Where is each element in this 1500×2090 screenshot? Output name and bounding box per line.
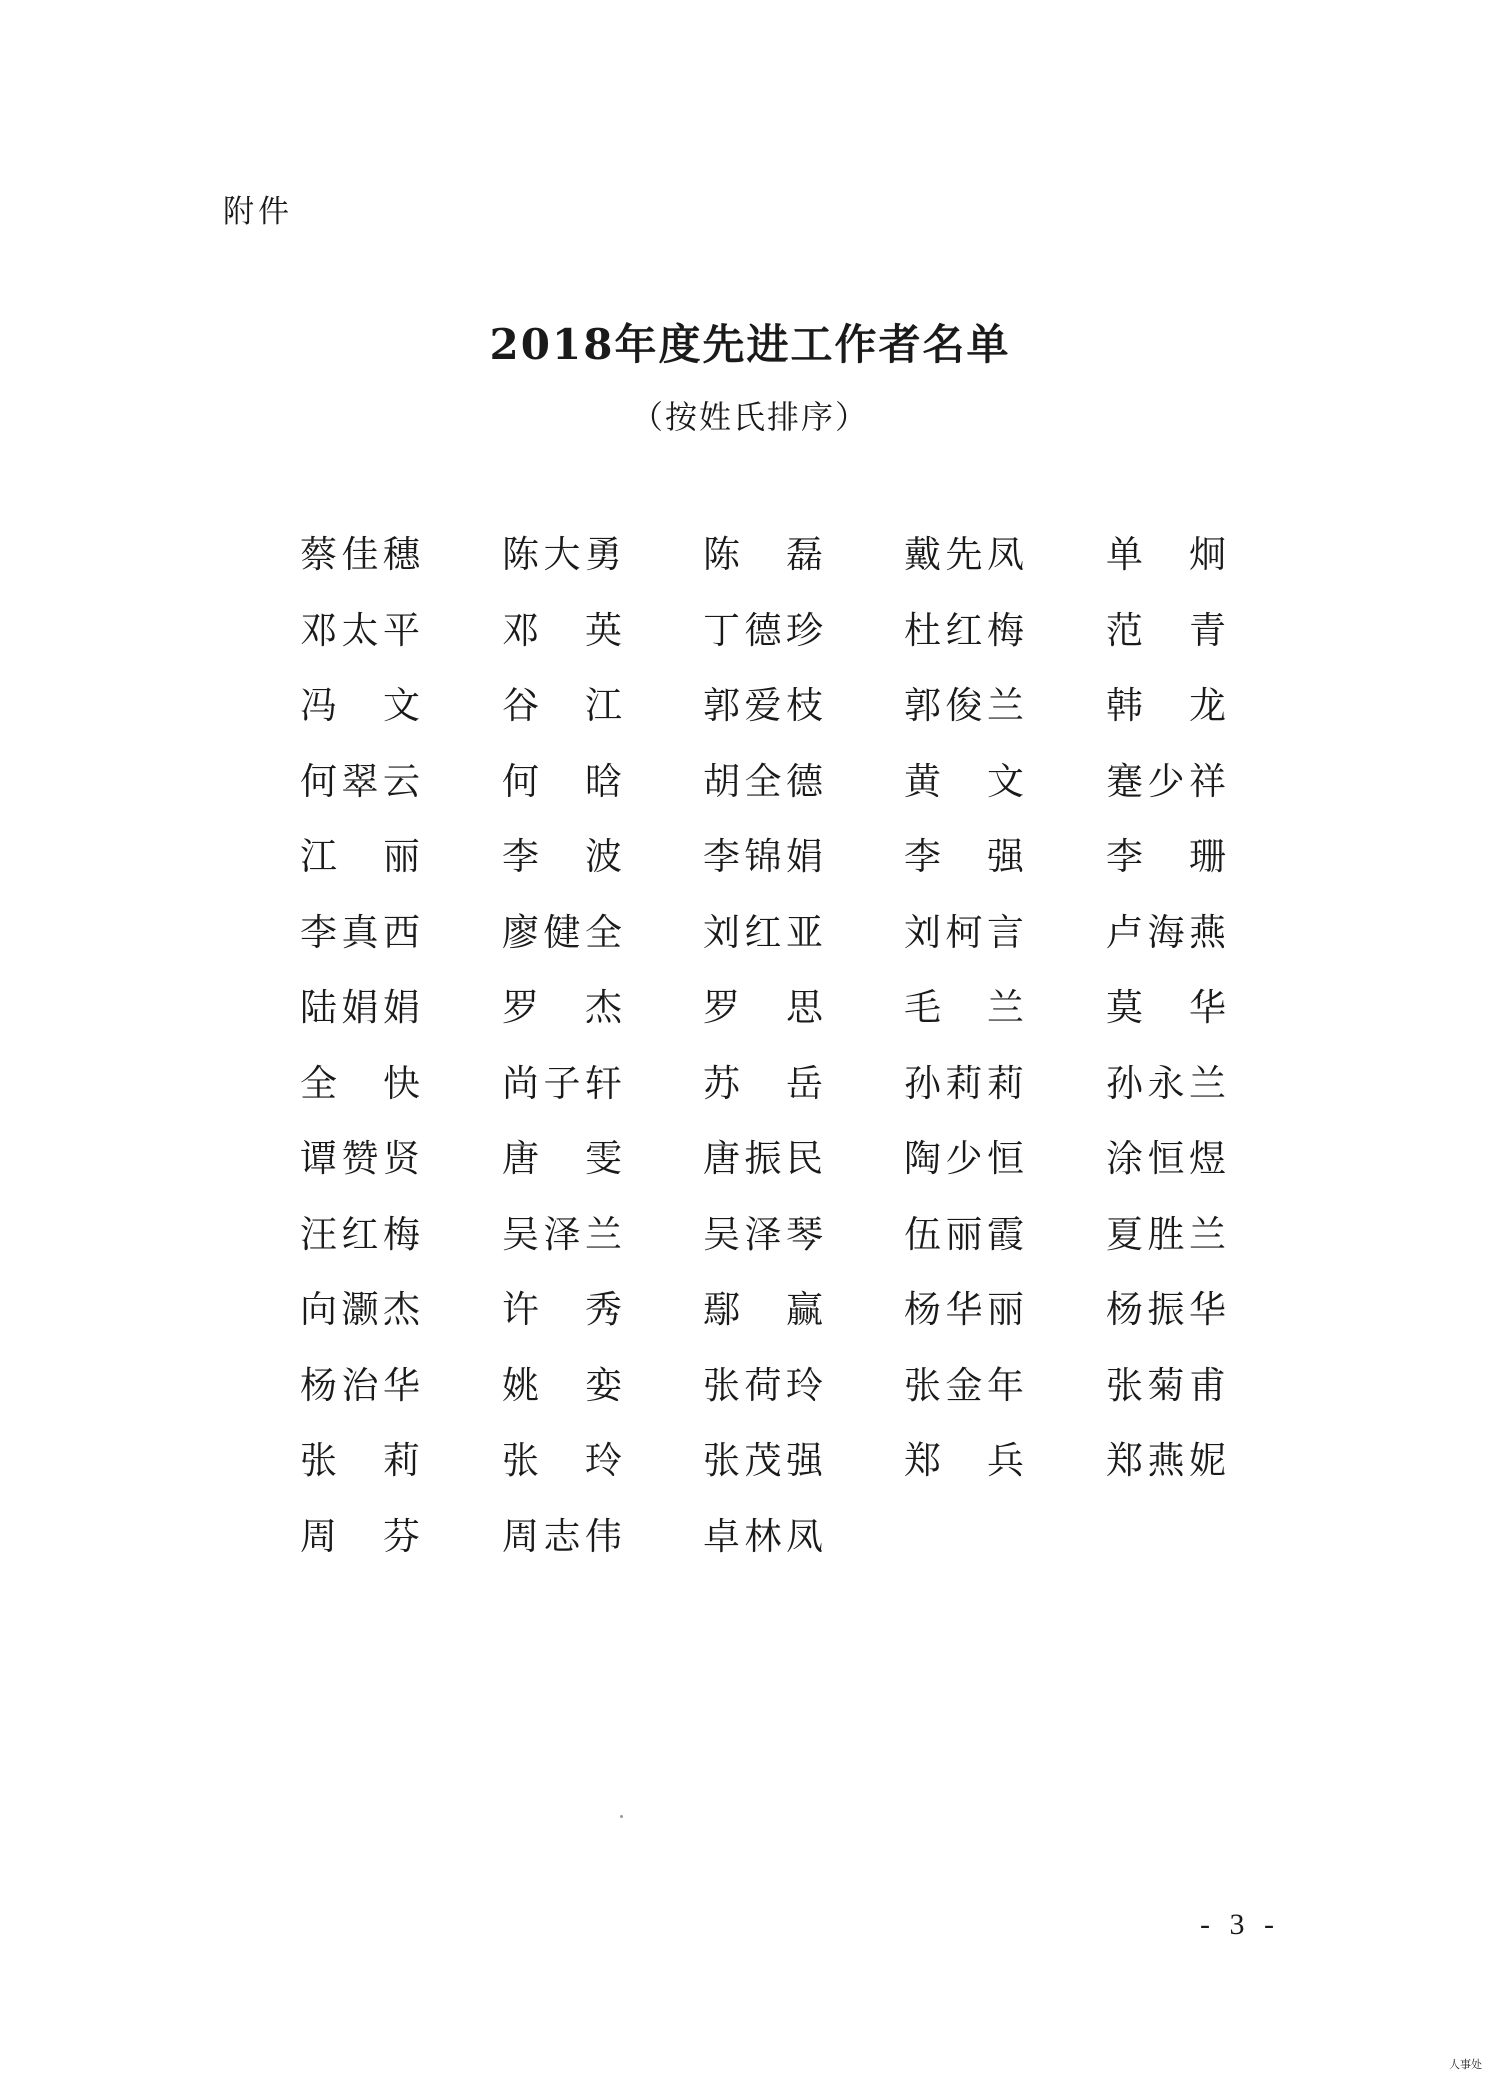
name-entry: 杨 治 华 bbox=[300, 1363, 420, 1407]
name-entry: 夏 胜 兰 bbox=[1106, 1212, 1226, 1256]
name-entry: 周 芬 bbox=[300, 1514, 420, 1558]
name-entry: 江 丽 bbox=[300, 835, 420, 878]
name-entry: 汪 红 梅 bbox=[300, 1212, 420, 1256]
name-row bbox=[300, 903, 1240, 979]
name-entry: 姚 娈 bbox=[502, 1363, 622, 1407]
name-entry: 邓 英 bbox=[502, 608, 622, 652]
name-entry: 鄢 赢 bbox=[703, 1288, 823, 1331]
name-entry: 郭 俊 兰 bbox=[904, 684, 1024, 727]
name-entry: 张 菊 甫 bbox=[1106, 1363, 1226, 1407]
name-row bbox=[300, 752, 1240, 828]
name-entry: 杨 振 华 bbox=[1106, 1288, 1226, 1331]
name-entry: 李 锦 娟 bbox=[703, 835, 823, 878]
name-row bbox=[300, 525, 1240, 601]
page-number: - 3 - bbox=[1200, 1908, 1280, 1941]
name-row bbox=[300, 1129, 1240, 1205]
name-entry: 李 真 西 bbox=[300, 910, 420, 954]
name-entry: 周 志 伟 bbox=[502, 1514, 622, 1558]
name-entry: 何 晗 bbox=[502, 759, 622, 803]
name-entry: 蔡 佳 穗 bbox=[300, 533, 420, 576]
name-entry: 韩 龙 bbox=[1106, 684, 1226, 727]
name-entry: 涂 恒 煜 bbox=[1106, 1137, 1226, 1180]
name-row bbox=[300, 1431, 1240, 1507]
name-row bbox=[300, 1054, 1240, 1130]
name-entry: 杨 华 丽 bbox=[904, 1288, 1024, 1331]
name-entry: 唐 雯 bbox=[502, 1137, 622, 1180]
name-entry: 陈 磊 bbox=[703, 533, 823, 576]
name-entry: 吴 泽 琴 bbox=[703, 1212, 823, 1256]
name-entry: 胡 全 德 bbox=[703, 759, 823, 803]
name-row bbox=[300, 1507, 1240, 1583]
name-row bbox=[300, 1280, 1240, 1356]
name-entry: 苏 岳 bbox=[703, 1061, 823, 1105]
name-entry: 张 金 年 bbox=[904, 1363, 1024, 1407]
name-entry: 毛 兰 bbox=[904, 986, 1024, 1029]
name-entry: 孙 莉 莉 bbox=[904, 1061, 1024, 1105]
name-entry: 郭 爱 枝 bbox=[703, 684, 823, 727]
page-subtitle: （按姓氏排序） bbox=[630, 398, 869, 436]
name-entry: 伍 丽 霞 bbox=[904, 1212, 1024, 1256]
name-entry: 全 快 bbox=[300, 1061, 420, 1105]
name-row bbox=[300, 601, 1240, 677]
name-entry: 卢 海 燕 bbox=[1106, 910, 1226, 954]
name-entry: 唐 振 民 bbox=[703, 1137, 823, 1180]
name-row bbox=[300, 1356, 1240, 1432]
name-entry: 张 玲 bbox=[502, 1439, 622, 1482]
name-row bbox=[300, 827, 1240, 903]
scan-speck bbox=[620, 1815, 623, 1818]
name-entry: 卓 林 凤 bbox=[703, 1514, 823, 1558]
name-entry: 罗 思 bbox=[703, 986, 823, 1029]
name-row bbox=[300, 1205, 1240, 1281]
name-entry: 李 强 bbox=[904, 835, 1024, 878]
name-entry: 罗 杰 bbox=[502, 986, 622, 1029]
name-entry: 邓 太 平 bbox=[300, 608, 420, 652]
page-title: 2018年度先进工作者名单 bbox=[489, 320, 1011, 369]
name-entry: 许 秀 bbox=[502, 1288, 622, 1331]
name-entry: 黄 文 bbox=[904, 759, 1024, 803]
name-entry: 杜 红 梅 bbox=[904, 608, 1024, 652]
name-row bbox=[300, 676, 1240, 752]
name-entry: 郑 兵 bbox=[904, 1439, 1024, 1482]
corner-stamp: 人事处 bbox=[1449, 2058, 1482, 2071]
name-entry: 何 翠 云 bbox=[300, 759, 420, 803]
name-entry: 李 珊 bbox=[1106, 835, 1226, 878]
name-entry: 谭 赞 贤 bbox=[300, 1137, 420, 1180]
name-entry: 吴 泽 兰 bbox=[502, 1212, 622, 1256]
name-entry: 莫 华 bbox=[1106, 986, 1226, 1029]
name-entry: 蹇 少 祥 bbox=[1106, 759, 1226, 803]
name-entry: 刘 红 亚 bbox=[703, 910, 823, 954]
name-entry: 向 灏 杰 bbox=[300, 1288, 420, 1331]
name-entry: 范 青 bbox=[1106, 608, 1226, 652]
name-entry: 陶 少 恒 bbox=[904, 1137, 1024, 1180]
name-entry: 廖 健 全 bbox=[502, 910, 622, 954]
name-entry: 冯 文 bbox=[300, 684, 420, 727]
name-entry: 单 炯 bbox=[1106, 533, 1226, 576]
name-entry: 张 莉 bbox=[300, 1439, 420, 1482]
name-entry: 戴 先 凤 bbox=[904, 533, 1024, 576]
name-entry: 李 波 bbox=[502, 835, 622, 878]
name-entry: 张 荷 玲 bbox=[703, 1363, 823, 1407]
name-entry: 刘 柯 言 bbox=[904, 910, 1024, 954]
name-row bbox=[300, 978, 1240, 1054]
name-entry: 陈 大 勇 bbox=[502, 533, 622, 576]
attachment-label: 附件 bbox=[223, 194, 293, 230]
names-list bbox=[300, 525, 1240, 1582]
name-entry: 谷 江 bbox=[502, 684, 622, 727]
name-entry: 郑 燕 妮 bbox=[1106, 1439, 1226, 1482]
name-entry: 陆 娟 娟 bbox=[300, 986, 420, 1029]
name-entry: 孙 永 兰 bbox=[1106, 1061, 1226, 1105]
name-entry: 丁 德 珍 bbox=[703, 608, 823, 652]
name-entry: 尚 子 轩 bbox=[502, 1061, 622, 1105]
name-entry: 张 茂 强 bbox=[703, 1439, 823, 1482]
